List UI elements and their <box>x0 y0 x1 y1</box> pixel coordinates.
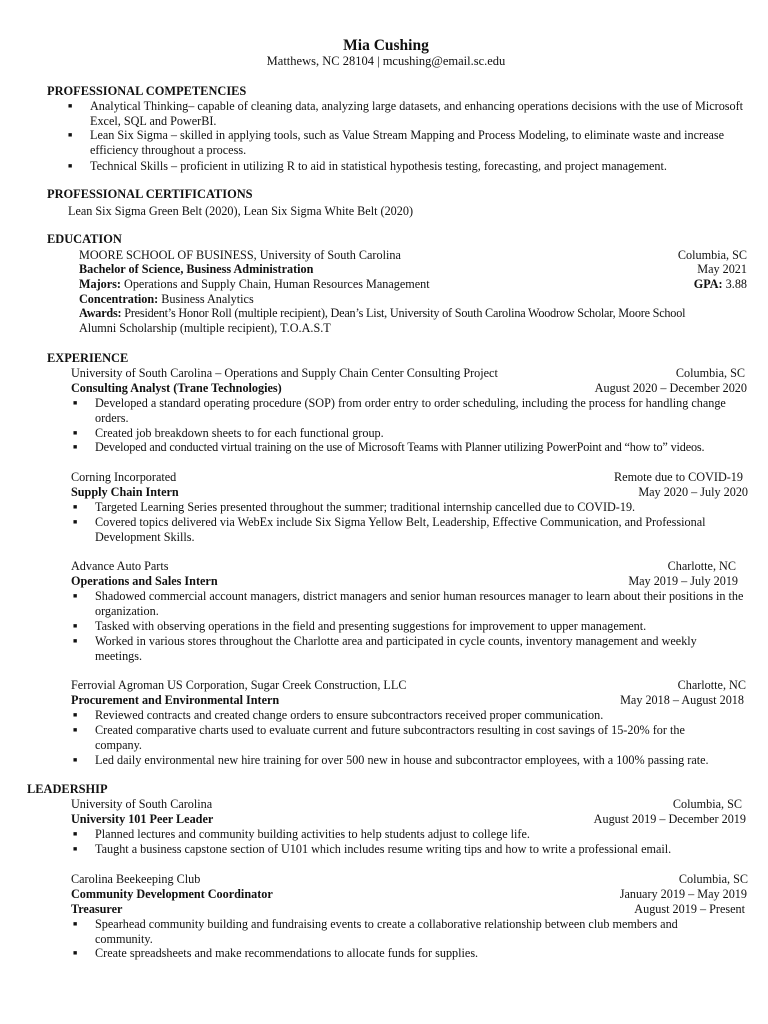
awards-value: President’s Honor Roll (multiple recipient), Dean’s List, University of South Carolina Woodrow Scholar, Moore School <box>124 306 686 320</box>
gpa-line <box>694 277 747 292</box>
leadership-bullet: Taught a business capstone section of U101 which includes resume writing tips and how to write a professional email. <box>95 842 672 856</box>
leadership-bullet: Planned lectures and community building activities to help students adjust to college life. <box>95 827 530 841</box>
bullet-icon: ■ <box>73 503 78 511</box>
leadership-heading: LEADERSHIP <box>27 782 108 796</box>
contact-line: Matthews, NC 28104 | mcushing@email.sc.edu <box>266 54 506 68</box>
degree-date: May 2021 <box>697 262 747 276</box>
bullet-icon: ■ <box>73 637 78 645</box>
leadership-org: University of South Carolina <box>71 797 213 811</box>
awards-line-2: Alumni Scholarship (multiple recipient), T.O.A.S.T <box>79 321 331 335</box>
gpa-value: 3.88 <box>725 277 747 291</box>
job-bullet: Created comparative charts used to evaluate current and future subcontractors resulting in cost savings of 15-20% for the company. <box>95 723 685 752</box>
job-title: Procurement and Environmental Intern <box>71 693 280 707</box>
job-location: Charlotte, NC <box>667 559 736 573</box>
leadership-bullet: Spearhead community building and fundraising events to create a collaborative relationship between club members and community. <box>95 917 678 946</box>
competencies-heading: PROFESSIONAL COMPETENCIES <box>47 84 247 98</box>
competency-item: Lean Six Sigma – skilled in applying tools, such as Value Stream Mapping and Process Modeling, to eliminate waste and increase efficiency throughout a process. <box>90 128 725 157</box>
school-name: MOORE SCHOOL OF BUSINESS, University of South Carolina <box>79 248 401 262</box>
job-dates: May 2018 – August 2018 <box>620 693 744 707</box>
leadership-title: University 101 Peer Leader <box>71 812 214 826</box>
awards-line <box>79 306 685 321</box>
concentration-label: Concentration: <box>79 292 159 306</box>
bullet-icon: ■ <box>73 830 78 838</box>
bullet-icon: ■ <box>68 162 73 170</box>
bullet-icon: ■ <box>73 622 78 630</box>
bullet-icon: ■ <box>73 711 78 719</box>
job-bullet: Reviewed contracts and created change orders to ensure subcontractors received proper communication. <box>95 708 604 722</box>
bullet-icon: ■ <box>68 102 73 110</box>
school-location: Columbia, SC <box>677 248 747 262</box>
concentration-line <box>79 292 254 307</box>
job-org: Ferrovial Agroman US Corporation, Sugar Creek Construction, LLC <box>71 678 407 692</box>
bullet-icon: ■ <box>73 592 78 600</box>
certifications-text: Lean Six Sigma Green Belt (2020), Lean Six Sigma White Belt (2020) <box>68 204 414 218</box>
majors-value: Operations and Supply Chain, Human Resources Management <box>124 277 430 291</box>
job-org: Corning Incorporated <box>71 470 177 484</box>
leadership-title-2: Treasurer <box>71 902 123 916</box>
job-dates: May 2019 – July 2019 <box>628 574 738 588</box>
job-bullet: Worked in various stores throughout the Charlotte area and participated in cycle counts, inventory management and weekly meetings. <box>95 634 697 663</box>
competency-item: Technical Skills – proficient in utilizing R to aid in statistical hypothesis testing, forecasting, and project management. <box>90 159 667 173</box>
bullet-icon: ■ <box>73 399 78 407</box>
job-bullet: Developed a standard operating procedure (SOP) from order entry to order scheduling, including the process for handling change orders. <box>95 396 726 425</box>
resume-name: Mia Cushing <box>343 37 429 54</box>
bullet-icon: ■ <box>73 920 78 928</box>
bullet-icon: ■ <box>73 845 78 853</box>
competency-item: Analytical Thinking– capable of cleaning data, analyzing large datasets, and enhancing operations decisions with the use of Microsoft Excel, SQL and PowerBI. <box>90 99 744 128</box>
bullet-icon: ■ <box>73 429 78 437</box>
job-location: Charlotte, NC <box>677 678 746 692</box>
degree: Bachelor of Science, Business Administration <box>79 262 314 276</box>
bullet-icon: ■ <box>73 726 78 734</box>
job-bullet: Created job breakdown sheets to for each functional group. <box>95 426 384 440</box>
job-location: Columbia, SC <box>675 366 745 380</box>
job-bullet: Targeted Learning Series presented throughout the summer; traditional internship cancelled due to COVID-19. <box>95 500 636 514</box>
job-org: Advance Auto Parts <box>71 559 169 573</box>
majors-label: Majors: <box>79 277 121 291</box>
leadership-org: Carolina Beekeeping Club <box>71 872 201 886</box>
job-bullet: Shadowed commercial account managers, district managers and senior human resources manager to learn about their positions in the organization. <box>95 589 744 618</box>
job-bullet: Developed and conducted virtual training on the use of Microsoft Teams with Planner utilizing PowerPoint and “how to” videos. <box>95 440 705 454</box>
certifications-heading: PROFESSIONAL CERTIFICATIONS <box>47 187 253 201</box>
job-dates: August 2020 – December 2020 <box>594 381 747 395</box>
job-dates: May 2020 – July 2020 <box>638 485 748 499</box>
leadership-title: Community Development Coordinator <box>71 887 273 901</box>
job-bullet: Covered topics delivered via WebEx include Six Sigma Yellow Belt, Leadership, Effective Communication, and Professional Development Skills. <box>95 515 706 544</box>
job-title: Operations and Sales Intern <box>71 574 218 588</box>
job-org: University of South Carolina – Operations and Supply Chain Center Consulting Project <box>71 366 498 380</box>
leadership-bullet: Create spreadsheets and make recommendations to allocate funds for supplies. <box>95 946 479 960</box>
bullet-icon: ■ <box>73 949 78 957</box>
awards-label: Awards: <box>79 306 122 320</box>
leadership-dates: January 2019 – May 2019 <box>619 887 747 901</box>
leadership-location: Columbia, SC <box>672 797 742 811</box>
bullet-icon: ■ <box>73 756 78 764</box>
education-heading: EDUCATION <box>47 232 122 246</box>
concentration-value: Business Analytics <box>161 292 254 306</box>
job-bullet: Led daily environmental new hire training for over 500 new in house and subcontractor employees, with a 100% passing rate. <box>95 753 709 767</box>
bullet-icon: ■ <box>73 443 78 451</box>
leadership-location: Columbia, SC <box>678 872 748 886</box>
bullet-icon: ■ <box>68 131 73 139</box>
job-location: Remote due to COVID-19 <box>614 470 743 484</box>
experience-heading: EXPERIENCE <box>47 351 129 365</box>
job-bullet: Tasked with observing operations in the field and presenting suggestions for improvement to upper management. <box>95 619 647 633</box>
leadership-dates-2: August 2019 – Present <box>634 902 745 916</box>
gpa-label: GPA: <box>693 277 723 291</box>
majors-line <box>79 277 430 292</box>
job-title: Consulting Analyst (Trane Technologies) <box>71 381 282 395</box>
bullet-icon: ■ <box>73 518 78 526</box>
leadership-dates: August 2019 – December 2019 <box>593 812 746 826</box>
job-title: Supply Chain Intern <box>71 485 179 499</box>
